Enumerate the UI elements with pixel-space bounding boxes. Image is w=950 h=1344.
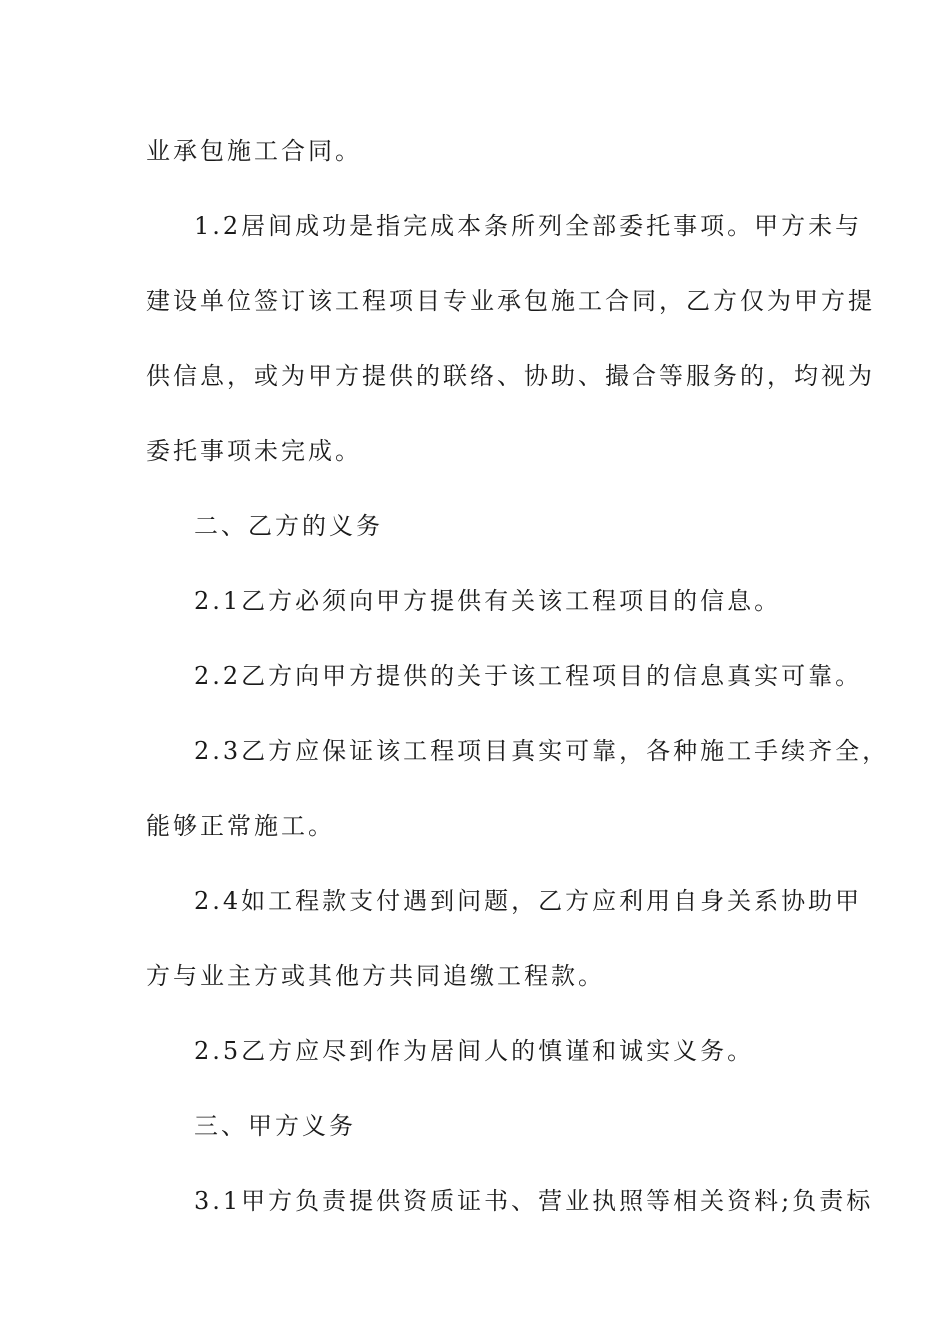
text-line: 3.1甲方负责提供资质证书、营业执照等相关资料;负责标 <box>194 1187 874 1215</box>
text-line: 供信息，或为甲方提供的联络、协助、撮合等服务的，均视为 <box>146 362 875 390</box>
text-line: 建设单位签订该工程项目专业承包施工合同，乙方仅为甲方提 <box>146 287 875 315</box>
text-line: 业承包施工合同。 <box>146 137 362 165</box>
text-line: 能够正常施工。 <box>146 812 335 840</box>
section-heading: 二、乙方的义务 <box>194 512 383 540</box>
text-line: 2.2乙方向甲方提供的关于该工程项目的信息真实可靠。 <box>194 662 863 690</box>
text-line: 1.2居间成功是指完成本条所列全部委托事项。甲方未与 <box>194 212 863 240</box>
text-line: 2.4如工程款支付遇到问题，乙方应利用自身关系协助甲 <box>194 887 863 915</box>
text-line: 委托事项未完成。 <box>146 437 362 465</box>
text-line: 2.3乙方应保证该工程项目真实可靠，各种施工手续齐全， <box>194 737 890 765</box>
text-line: 2.5乙方应尽到作为居间人的慎谨和诚实义务。 <box>194 1037 755 1065</box>
text-line: 2.1乙方必须向甲方提供有关该工程项目的信息。 <box>194 587 782 615</box>
text-line: 方与业主方或其他方共同追缴工程款。 <box>146 962 605 990</box>
section-heading: 三、甲方义务 <box>194 1112 356 1140</box>
